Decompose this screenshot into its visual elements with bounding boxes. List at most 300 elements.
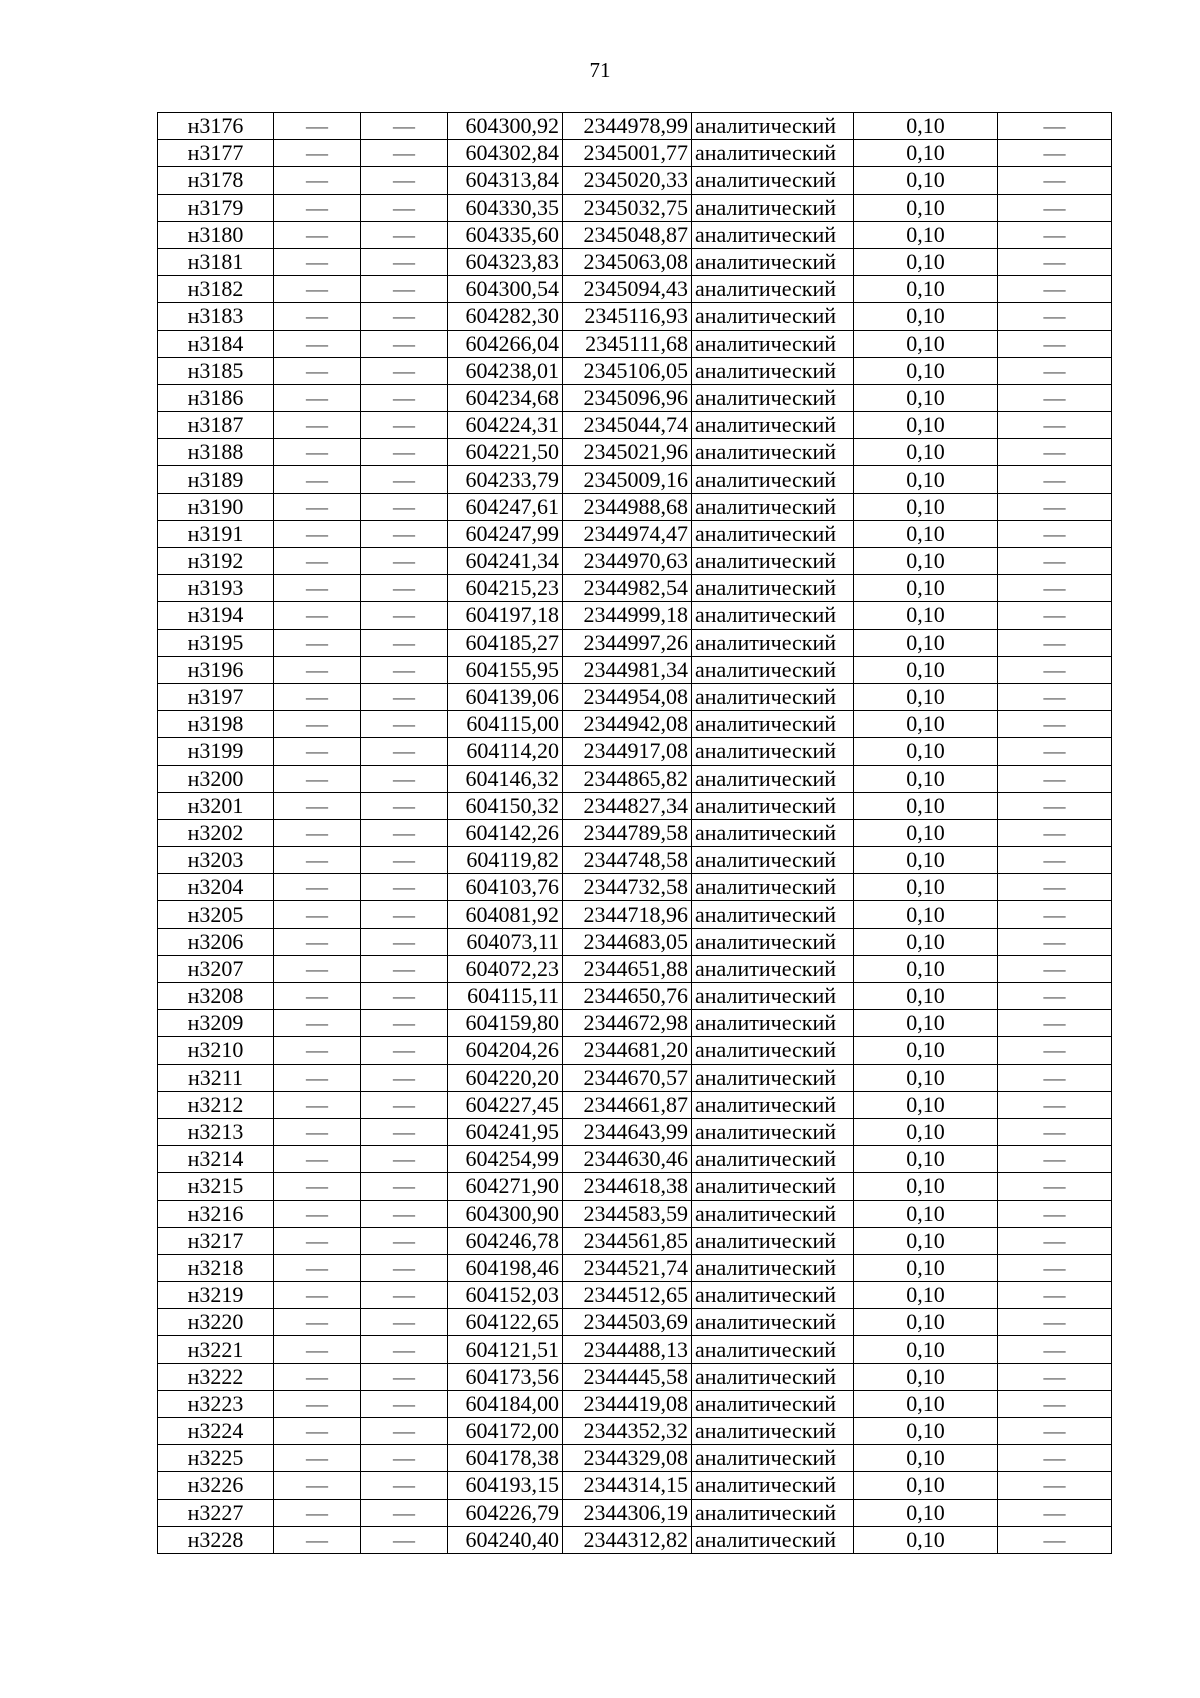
method-cell: аналитический — [692, 928, 854, 955]
method-cell: аналитический — [692, 194, 854, 221]
empty-value-cell: — — [361, 656, 448, 683]
table-row — [158, 303, 1112, 330]
x-coordinate-cell: 604335,60 — [448, 221, 563, 248]
empty-value-cell: — — [361, 167, 448, 194]
y-coordinate-cell: 2344974,47 — [563, 520, 692, 547]
empty-value-cell: — — [998, 928, 1112, 955]
x-coordinate-cell: 604155,95 — [448, 656, 563, 683]
empty-value-cell: — — [998, 140, 1112, 167]
empty-value-cell: — — [274, 1282, 361, 1309]
coordinates-table-body — [158, 113, 1112, 1554]
y-coordinate-cell: 2344618,38 — [563, 1173, 692, 1200]
empty-value-cell: — — [998, 167, 1112, 194]
method-cell: аналитический — [692, 901, 854, 928]
x-coordinate-cell: 604121,51 — [448, 1336, 563, 1363]
table-row — [158, 602, 1112, 629]
table-row — [158, 765, 1112, 792]
x-coordinate-cell: 604142,26 — [448, 819, 563, 846]
x-coordinate-cell: 604115,11 — [448, 983, 563, 1010]
y-coordinate-cell: 2344718,96 — [563, 901, 692, 928]
empty-value-cell: — — [274, 303, 361, 330]
accuracy-cell: 0,10 — [854, 1227, 998, 1254]
point-id-cell: н3203 — [158, 847, 274, 874]
empty-value-cell: — — [274, 357, 361, 384]
x-coordinate-cell: 604185,27 — [448, 629, 563, 656]
empty-value-cell: — — [998, 1037, 1112, 1064]
x-coordinate-cell: 604254,99 — [448, 1146, 563, 1173]
empty-value-cell: — — [361, 221, 448, 248]
empty-value-cell: — — [274, 140, 361, 167]
table-row — [158, 1118, 1112, 1145]
empty-value-cell: — — [274, 955, 361, 982]
empty-value-cell: — — [998, 1200, 1112, 1227]
y-coordinate-cell: 2344445,58 — [563, 1363, 692, 1390]
empty-value-cell: — — [361, 466, 448, 493]
y-coordinate-cell: 2344661,87 — [563, 1091, 692, 1118]
point-id-cell: н3196 — [158, 656, 274, 683]
y-coordinate-cell: 2344419,08 — [563, 1390, 692, 1417]
empty-value-cell: — — [274, 439, 361, 466]
method-cell: аналитический — [692, 575, 854, 602]
empty-value-cell: — — [998, 656, 1112, 683]
accuracy-cell: 0,10 — [854, 330, 998, 357]
accuracy-cell: 0,10 — [854, 575, 998, 602]
x-coordinate-cell: 604114,20 — [448, 738, 563, 765]
point-id-cell: н3216 — [158, 1200, 274, 1227]
table-row — [158, 847, 1112, 874]
point-id-cell: н3195 — [158, 629, 274, 656]
y-coordinate-cell: 2345111,68 — [563, 330, 692, 357]
table-row — [158, 439, 1112, 466]
table-row — [158, 1282, 1112, 1309]
x-coordinate-cell: 604184,00 — [448, 1390, 563, 1417]
method-cell: аналитический — [692, 765, 854, 792]
accuracy-cell: 0,10 — [854, 1064, 998, 1091]
point-id-cell: н3214 — [158, 1146, 274, 1173]
table-row — [158, 357, 1112, 384]
y-coordinate-cell: 2345044,74 — [563, 412, 692, 439]
method-cell: аналитический — [692, 384, 854, 411]
empty-value-cell: — — [361, 113, 448, 140]
empty-value-cell: — — [361, 1282, 448, 1309]
empty-value-cell: — — [361, 711, 448, 738]
y-coordinate-cell: 2344942,08 — [563, 711, 692, 738]
empty-value-cell: — — [274, 1146, 361, 1173]
accuracy-cell: 0,10 — [854, 1282, 998, 1309]
point-id-cell: н3178 — [158, 167, 274, 194]
empty-value-cell: — — [998, 493, 1112, 520]
empty-value-cell: — — [274, 1200, 361, 1227]
empty-value-cell: — — [274, 1390, 361, 1417]
method-cell: аналитический — [692, 221, 854, 248]
table-row — [158, 738, 1112, 765]
x-coordinate-cell: 604226,79 — [448, 1499, 563, 1526]
accuracy-cell: 0,10 — [854, 847, 998, 874]
empty-value-cell: — — [274, 276, 361, 303]
accuracy-cell: 0,10 — [854, 276, 998, 303]
accuracy-cell: 0,10 — [854, 1173, 998, 1200]
empty-value-cell: — — [998, 819, 1112, 846]
table-row — [158, 792, 1112, 819]
point-id-cell: н3227 — [158, 1499, 274, 1526]
accuracy-cell: 0,10 — [854, 629, 998, 656]
x-coordinate-cell: 604073,11 — [448, 928, 563, 955]
accuracy-cell: 0,10 — [854, 738, 998, 765]
x-coordinate-cell: 604300,90 — [448, 1200, 563, 1227]
empty-value-cell: — — [361, 1010, 448, 1037]
empty-value-cell: — — [274, 928, 361, 955]
x-coordinate-cell: 604159,80 — [448, 1010, 563, 1037]
table-row — [158, 194, 1112, 221]
y-coordinate-cell: 2344651,88 — [563, 955, 692, 982]
empty-value-cell: — — [361, 1363, 448, 1390]
y-coordinate-cell: 2344306,19 — [563, 1499, 692, 1526]
empty-value-cell: — — [274, 412, 361, 439]
point-id-cell: н3184 — [158, 330, 274, 357]
method-cell: аналитический — [692, 1526, 854, 1553]
empty-value-cell: — — [274, 548, 361, 575]
empty-value-cell: — — [274, 711, 361, 738]
empty-value-cell: — — [998, 439, 1112, 466]
empty-value-cell: — — [274, 683, 361, 710]
empty-value-cell: — — [274, 792, 361, 819]
empty-value-cell: — — [998, 1282, 1112, 1309]
table-row — [158, 1227, 1112, 1254]
empty-value-cell: — — [998, 629, 1112, 656]
accuracy-cell: 0,10 — [854, 928, 998, 955]
y-coordinate-cell: 2345032,75 — [563, 194, 692, 221]
x-coordinate-cell: 604152,03 — [448, 1282, 563, 1309]
point-id-cell: н3211 — [158, 1064, 274, 1091]
empty-value-cell: — — [998, 983, 1112, 1010]
accuracy-cell: 0,10 — [854, 1254, 998, 1281]
accuracy-cell: 0,10 — [854, 1472, 998, 1499]
empty-value-cell: — — [998, 113, 1112, 140]
empty-value-cell: — — [274, 1173, 361, 1200]
point-id-cell: н3185 — [158, 357, 274, 384]
accuracy-cell: 0,10 — [854, 711, 998, 738]
empty-value-cell: — — [998, 194, 1112, 221]
point-id-cell: н3204 — [158, 874, 274, 901]
method-cell: аналитический — [692, 1173, 854, 1200]
accuracy-cell: 0,10 — [854, 1118, 998, 1145]
y-coordinate-cell: 2345063,08 — [563, 248, 692, 275]
method-cell: аналитический — [692, 955, 854, 982]
table-row — [158, 1091, 1112, 1118]
x-coordinate-cell: 604204,26 — [448, 1037, 563, 1064]
point-id-cell: н3226 — [158, 1472, 274, 1499]
accuracy-cell: 0,10 — [854, 1010, 998, 1037]
method-cell: аналитический — [692, 847, 854, 874]
point-id-cell: н3194 — [158, 602, 274, 629]
point-id-cell: н3205 — [158, 901, 274, 928]
table-row — [158, 819, 1112, 846]
empty-value-cell: — — [361, 1418, 448, 1445]
method-cell: аналитический — [692, 1200, 854, 1227]
accuracy-cell: 0,10 — [854, 1037, 998, 1064]
table-row — [158, 140, 1112, 167]
method-cell: аналитический — [692, 1118, 854, 1145]
point-id-cell: н3182 — [158, 276, 274, 303]
empty-value-cell: — — [361, 330, 448, 357]
empty-value-cell: — — [361, 412, 448, 439]
empty-value-cell: — — [361, 520, 448, 547]
point-id-cell: н3190 — [158, 493, 274, 520]
empty-value-cell: — — [274, 1336, 361, 1363]
point-id-cell: н3206 — [158, 928, 274, 955]
accuracy-cell: 0,10 — [854, 140, 998, 167]
accuracy-cell: 0,10 — [854, 792, 998, 819]
empty-value-cell: — — [361, 140, 448, 167]
empty-value-cell: — — [274, 656, 361, 683]
method-cell: аналитический — [692, 602, 854, 629]
x-coordinate-cell: 604241,34 — [448, 548, 563, 575]
empty-value-cell: — — [998, 1472, 1112, 1499]
table-row — [158, 330, 1112, 357]
empty-value-cell: — — [361, 575, 448, 602]
y-coordinate-cell: 2344789,58 — [563, 819, 692, 846]
empty-value-cell: — — [361, 874, 448, 901]
table-row — [158, 629, 1112, 656]
method-cell: аналитический — [692, 629, 854, 656]
table-row — [158, 248, 1112, 275]
method-cell: аналитический — [692, 303, 854, 330]
empty-value-cell: — — [361, 629, 448, 656]
y-coordinate-cell: 2344312,82 — [563, 1526, 692, 1553]
empty-value-cell: — — [361, 303, 448, 330]
accuracy-cell: 0,10 — [854, 167, 998, 194]
method-cell: аналитический — [692, 1363, 854, 1390]
empty-value-cell: — — [361, 1091, 448, 1118]
x-coordinate-cell: 604266,04 — [448, 330, 563, 357]
empty-value-cell: — — [274, 1499, 361, 1526]
point-id-cell: н3210 — [158, 1037, 274, 1064]
point-id-cell: н3183 — [158, 303, 274, 330]
method-cell: аналитический — [692, 439, 854, 466]
point-id-cell: н3213 — [158, 1118, 274, 1145]
empty-value-cell: — — [274, 1064, 361, 1091]
empty-value-cell: — — [998, 221, 1112, 248]
method-cell: аналитический — [692, 167, 854, 194]
x-coordinate-cell: 604139,06 — [448, 683, 563, 710]
point-id-cell: н3181 — [158, 248, 274, 275]
point-id-cell: н3188 — [158, 439, 274, 466]
y-coordinate-cell: 2345020,33 — [563, 167, 692, 194]
method-cell: аналитический — [692, 276, 854, 303]
y-coordinate-cell: 2344672,98 — [563, 1010, 692, 1037]
accuracy-cell: 0,10 — [854, 874, 998, 901]
method-cell: аналитический — [692, 520, 854, 547]
accuracy-cell: 0,10 — [854, 1336, 998, 1363]
y-coordinate-cell: 2344512,65 — [563, 1282, 692, 1309]
empty-value-cell: — — [274, 1363, 361, 1390]
x-coordinate-cell: 604241,95 — [448, 1118, 563, 1145]
x-coordinate-cell: 604282,30 — [448, 303, 563, 330]
empty-value-cell: — — [274, 1037, 361, 1064]
y-coordinate-cell: 2344954,08 — [563, 683, 692, 710]
empty-value-cell: — — [361, 928, 448, 955]
x-coordinate-cell: 604271,90 — [448, 1173, 563, 1200]
empty-value-cell: — — [998, 847, 1112, 874]
table-row — [158, 276, 1112, 303]
accuracy-cell: 0,10 — [854, 1146, 998, 1173]
empty-value-cell: — — [361, 819, 448, 846]
empty-value-cell: — — [361, 602, 448, 629]
empty-value-cell: — — [998, 1064, 1112, 1091]
method-cell: аналитический — [692, 113, 854, 140]
table-row — [158, 548, 1112, 575]
empty-value-cell: — — [998, 1363, 1112, 1390]
empty-value-cell: — — [361, 1037, 448, 1064]
empty-value-cell: — — [998, 384, 1112, 411]
y-coordinate-cell: 2345001,77 — [563, 140, 692, 167]
x-coordinate-cell: 604240,40 — [448, 1526, 563, 1553]
y-coordinate-cell: 2344999,18 — [563, 602, 692, 629]
point-id-cell: н3200 — [158, 765, 274, 792]
empty-value-cell: — — [274, 1472, 361, 1499]
table-row — [158, 113, 1112, 140]
empty-value-cell: — — [998, 1118, 1112, 1145]
empty-value-cell: — — [274, 248, 361, 275]
table-row — [158, 1309, 1112, 1336]
empty-value-cell: — — [998, 548, 1112, 575]
point-id-cell: н3179 — [158, 194, 274, 221]
empty-value-cell: — — [998, 1390, 1112, 1417]
y-coordinate-cell: 2345009,16 — [563, 466, 692, 493]
empty-value-cell: — — [998, 1254, 1112, 1281]
point-id-cell: н3219 — [158, 1282, 274, 1309]
method-cell: аналитический — [692, 711, 854, 738]
point-id-cell: н3224 — [158, 1418, 274, 1445]
point-id-cell: н3199 — [158, 738, 274, 765]
point-id-cell: н3220 — [158, 1309, 274, 1336]
empty-value-cell: — — [361, 1227, 448, 1254]
empty-value-cell: — — [274, 194, 361, 221]
x-coordinate-cell: 604234,68 — [448, 384, 563, 411]
empty-value-cell: — — [998, 412, 1112, 439]
y-coordinate-cell: 2344630,46 — [563, 1146, 692, 1173]
empty-value-cell: — — [274, 901, 361, 928]
accuracy-cell: 0,10 — [854, 384, 998, 411]
x-coordinate-cell: 604193,15 — [448, 1472, 563, 1499]
empty-value-cell: — — [361, 983, 448, 1010]
point-id-cell: н3191 — [158, 520, 274, 547]
empty-value-cell: — — [274, 1010, 361, 1037]
empty-value-cell: — — [274, 602, 361, 629]
empty-value-cell: — — [361, 1336, 448, 1363]
empty-value-cell: — — [361, 439, 448, 466]
x-coordinate-cell: 604224,31 — [448, 412, 563, 439]
empty-value-cell: — — [361, 1309, 448, 1336]
empty-value-cell: — — [274, 874, 361, 901]
table-row — [158, 1336, 1112, 1363]
method-cell: аналитический — [692, 1037, 854, 1064]
table-row — [158, 901, 1112, 928]
y-coordinate-cell: 2344352,32 — [563, 1418, 692, 1445]
table-row — [158, 656, 1112, 683]
y-coordinate-cell: 2344917,08 — [563, 738, 692, 765]
method-cell: аналитический — [692, 493, 854, 520]
method-cell: аналитический — [692, 466, 854, 493]
table-row — [158, 1173, 1112, 1200]
table-row — [158, 493, 1112, 520]
point-id-cell: н3221 — [158, 1336, 274, 1363]
y-coordinate-cell: 2345021,96 — [563, 439, 692, 466]
empty-value-cell: — — [361, 683, 448, 710]
x-coordinate-cell: 604247,99 — [448, 520, 563, 547]
method-cell: аналитический — [692, 140, 854, 167]
y-coordinate-cell: 2344683,05 — [563, 928, 692, 955]
table-row — [158, 1064, 1112, 1091]
empty-value-cell: — — [274, 1091, 361, 1118]
empty-value-cell: — — [361, 1200, 448, 1227]
x-coordinate-cell: 604178,38 — [448, 1445, 563, 1472]
table-row — [158, 1499, 1112, 1526]
empty-value-cell: — — [274, 1254, 361, 1281]
point-id-cell: н3222 — [158, 1363, 274, 1390]
method-cell: аналитический — [692, 1445, 854, 1472]
point-id-cell: н3208 — [158, 983, 274, 1010]
method-cell: аналитический — [692, 1282, 854, 1309]
empty-value-cell: — — [998, 357, 1112, 384]
point-id-cell: н3225 — [158, 1445, 274, 1472]
empty-value-cell: — — [361, 548, 448, 575]
y-coordinate-cell: 2345116,93 — [563, 303, 692, 330]
accuracy-cell: 0,10 — [854, 1309, 998, 1336]
x-coordinate-cell: 604215,23 — [448, 575, 563, 602]
y-coordinate-cell: 2344988,68 — [563, 493, 692, 520]
x-coordinate-cell: 604197,18 — [448, 602, 563, 629]
accuracy-cell: 0,10 — [854, 439, 998, 466]
empty-value-cell: — — [361, 847, 448, 874]
point-id-cell: н3218 — [158, 1254, 274, 1281]
empty-value-cell: — — [998, 1336, 1112, 1363]
empty-value-cell: — — [274, 765, 361, 792]
method-cell: аналитический — [692, 1227, 854, 1254]
method-cell: аналитический — [692, 792, 854, 819]
point-id-cell: н3202 — [158, 819, 274, 846]
y-coordinate-cell: 2344970,63 — [563, 548, 692, 575]
table-row — [158, 1445, 1112, 1472]
empty-value-cell: — — [274, 493, 361, 520]
table-row — [158, 167, 1112, 194]
point-id-cell: н3197 — [158, 683, 274, 710]
empty-value-cell: — — [361, 1472, 448, 1499]
empty-value-cell: — — [998, 901, 1112, 928]
method-cell: аналитический — [692, 738, 854, 765]
point-id-cell: н3217 — [158, 1227, 274, 1254]
method-cell: аналитический — [692, 1309, 854, 1336]
empty-value-cell: — — [998, 1526, 1112, 1553]
x-coordinate-cell: 604119,82 — [448, 847, 563, 874]
y-coordinate-cell: 2344329,08 — [563, 1445, 692, 1472]
accuracy-cell: 0,10 — [854, 303, 998, 330]
accuracy-cell: 0,10 — [854, 1390, 998, 1417]
x-coordinate-cell: 604150,32 — [448, 792, 563, 819]
empty-value-cell: — — [274, 983, 361, 1010]
x-coordinate-cell: 604146,32 — [448, 765, 563, 792]
table-row — [158, 384, 1112, 411]
empty-value-cell: — — [361, 194, 448, 221]
accuracy-cell: 0,10 — [854, 656, 998, 683]
y-coordinate-cell: 2344978,99 — [563, 113, 692, 140]
table-row — [158, 520, 1112, 547]
x-coordinate-cell: 604246,78 — [448, 1227, 563, 1254]
x-coordinate-cell: 604233,79 — [448, 466, 563, 493]
accuracy-cell: 0,10 — [854, 765, 998, 792]
method-cell: аналитический — [692, 1336, 854, 1363]
empty-value-cell: — — [998, 955, 1112, 982]
